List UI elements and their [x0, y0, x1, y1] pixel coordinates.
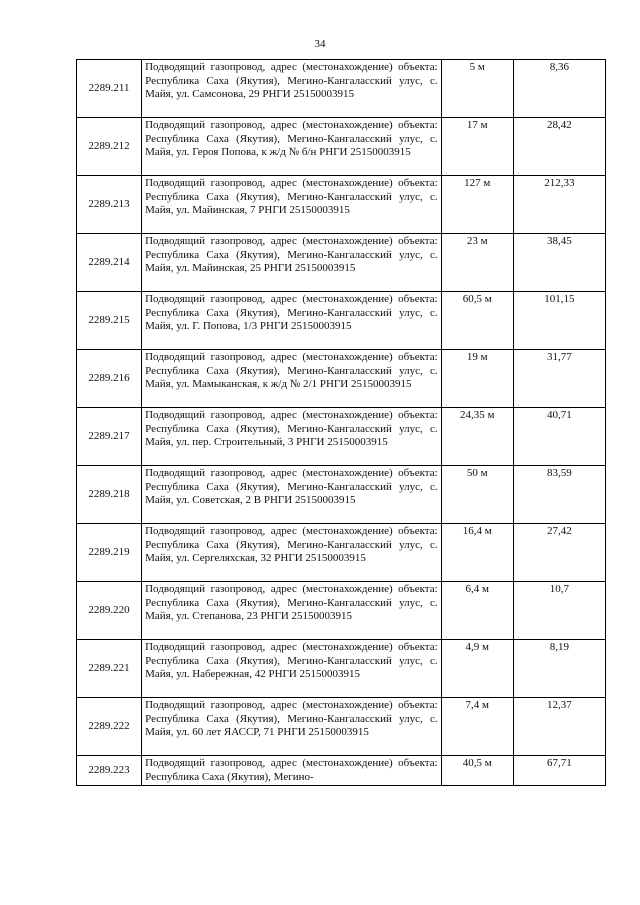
table-row — [77, 466, 606, 524]
row-number: 2289.216 — [77, 350, 142, 408]
row-description: Подводящий газопровод, адрес (местонахождение) объекта: Республика Саха (Якутия), Мегино-Кангаласский улус, с. Майя, ул. 60 лет ЯАССР, 71 РНГИ 25150003915 — [142, 698, 442, 756]
row-description: Подводящий газопровод, адрес (местонахождение) объекта: Республика Саха (Якутия), Мегино-Кангаласский улус, с. Майя, ул. пер. Строительный, 3 РНГИ 25150003915 — [142, 408, 442, 466]
table-row — [77, 756, 606, 786]
row-description: Подводящий газопровод, адрес (местонахождение) объекта: Республика Саха (Якутия), Мегино-Кангаласский улус, с. Майя, ул. Набережная, 42 РНГИ 25150003915 — [142, 640, 442, 698]
row-value: 28,42 — [513, 118, 605, 176]
table-row — [77, 582, 606, 640]
row-value: 8,19 — [513, 640, 605, 698]
row-length: 16,4 м — [441, 524, 513, 582]
table-row — [77, 60, 606, 118]
row-description: Подводящий газопровод, адрес (местонахождение) объекта: Республика Саха (Якутия), Мегино-Кангаласский улус, с. Майя, ул. Майинская, 7 РНГИ 25150003915 — [142, 176, 442, 234]
row-number: 2289.218 — [77, 466, 142, 524]
row-description: Подводящий газопровод, адрес (местонахождение) объекта: Республика Саха (Якутия), Мегино-Кангаласский улус, с. Майя, ул. Мамыканская, к ж/д № 2/1 РНГИ 25150003915 — [142, 350, 442, 408]
table-row — [77, 350, 606, 408]
row-length: 19 м — [441, 350, 513, 408]
row-value: 10,7 — [513, 582, 605, 640]
row-length: 17 м — [441, 118, 513, 176]
row-length: 127 м — [441, 176, 513, 234]
row-length: 7,4 м — [441, 698, 513, 756]
row-length: 60,5 м — [441, 292, 513, 350]
row-number: 2289.215 — [77, 292, 142, 350]
row-value: 8,36 — [513, 60, 605, 118]
row-value: 40,71 — [513, 408, 605, 466]
row-value: 31,77 — [513, 350, 605, 408]
row-length: 50 м — [441, 466, 513, 524]
row-length: 6,4 м — [441, 582, 513, 640]
row-value: 101,15 — [513, 292, 605, 350]
row-number: 2289.221 — [77, 640, 142, 698]
row-value: 27,42 — [513, 524, 605, 582]
row-length: 5 м — [441, 60, 513, 118]
table-row — [77, 640, 606, 698]
row-value: 38,45 — [513, 234, 605, 292]
row-value: 12,37 — [513, 698, 605, 756]
table-row — [77, 698, 606, 756]
page-number: 34 — [314, 38, 326, 50]
row-number: 2289.211 — [77, 60, 142, 118]
table-row — [77, 234, 606, 292]
row-description: Подводящий газопровод, адрес (местонахождение) объекта: Республика Саха (Якутия), Мегино-Кангаласский улус, с. Майя, ул. Майинская, 25 РНГИ 25150003915 — [142, 234, 442, 292]
row-length: 40,5 м — [441, 756, 513, 786]
row-length: 4,9 м — [441, 640, 513, 698]
table-row — [77, 176, 606, 234]
row-description: Подводящий газопровод, адрес (местонахождение) объекта: Республика Саха (Якутия), Мегино-Кангаласский улус, с. Майя, ул. Советская, 2 В РНГИ 25150003915 — [142, 466, 442, 524]
row-length: 23 м — [441, 234, 513, 292]
registry-table-body — [77, 60, 606, 786]
row-description: Подводящий газопровод, адрес (местонахождение) объекта: Республика Саха (Якутия), Мегино-Кангаласский улус, с. Майя, ул. Г. Попова, 1/3 РНГИ 25150003915 — [142, 292, 442, 350]
row-number: 2289.220 — [77, 582, 142, 640]
registry-table — [76, 59, 606, 786]
row-value: 212,33 — [513, 176, 605, 234]
row-number: 2289.214 — [77, 234, 142, 292]
row-description: Подводящий газопровод, адрес (местонахождение) объекта: Республика Саха (Якутия), Мегино-Кангаласский улус, с. Майя, ул. Сергеляхская, 32 РНГИ 25150003915 — [142, 524, 442, 582]
table-row — [77, 118, 606, 176]
row-number: 2289.213 — [77, 176, 142, 234]
row-description: Подводящий газопровод, адрес (местонахождение) объекта: Республика Саха (Якутия), Мегино-Кангаласский улус, с. Майя, ул. Самсонова, 29 РНГИ 25150003915 — [142, 60, 442, 118]
row-number: 2289.219 — [77, 524, 142, 582]
row-description: Подводящий газопровод, адрес (местонахождение) объекта: Республика Саха (Якутия), Мегино-Кангаласский улус, с. Майя, ул. Степанова, 23 РНГИ 25150003915 — [142, 582, 442, 640]
row-description: Подводящий газопровод, адрес (местонахождение) объекта: Республика Саха (Якутия), Мегино-Кангаласский улус, с. Майя, ул. Героя Попова, к ж/д № б/н РНГИ 25150003915 — [142, 118, 442, 176]
table-row — [77, 292, 606, 350]
row-number: 2289.217 — [77, 408, 142, 466]
row-number: 2289.223 — [77, 756, 142, 786]
row-value: 83,59 — [513, 466, 605, 524]
table-row — [77, 524, 606, 582]
row-description: Подводящий газопровод, адрес (местонахождение) объекта: Республика Саха (Якутия), Мегино- — [142, 756, 442, 786]
row-number: 2289.222 — [77, 698, 142, 756]
row-value: 67,71 — [513, 756, 605, 786]
table-row — [77, 408, 606, 466]
row-length: 24,35 м — [441, 408, 513, 466]
row-number: 2289.212 — [77, 118, 142, 176]
